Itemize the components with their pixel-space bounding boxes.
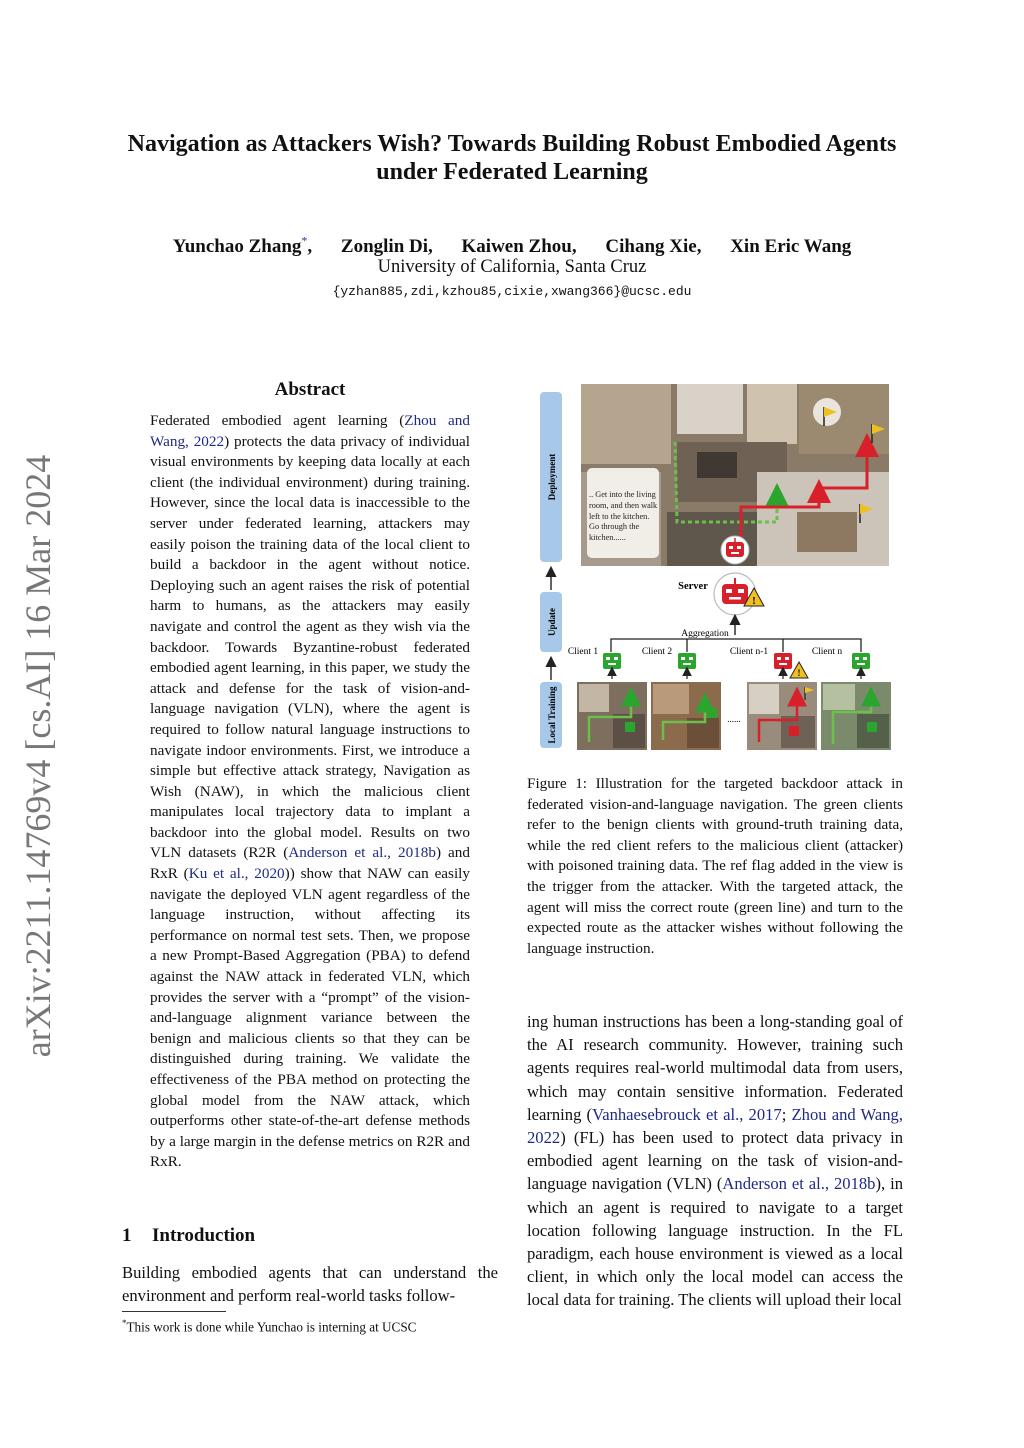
stage-label-deployment: Deployment: [547, 453, 557, 501]
server-robot-icon: [714, 573, 756, 615]
svg-text:!: !: [752, 595, 756, 607]
footnote: *This work is done while Yunchao is interning at UCSC: [122, 1318, 417, 1335]
benign-client-icon: [678, 653, 696, 669]
client-n-1-floorplan: [747, 682, 817, 750]
figure-1-caption: Figure 1: Illustration for the targeted backdoor attack in federated vision-and-language navigation. The green clients refer to the benign clients with ground-truth training data, while the red client refers to the malicious client (attacker) with poisoned training data. The ref flag added in the view is the trigger from the attacker. With the targeted attack, the agent will miss the correct route (green line) and turn to the expected route as the attacker wishes without following the language instruction.: [527, 775, 903, 957]
stage-label-update: Update: [547, 607, 557, 637]
author-4: Cihang Xie,: [605, 236, 702, 258]
abstract-heading: Abstract: [274, 379, 346, 400]
client-label-n-1: Client n-1: [729, 647, 769, 657]
intro-paragraph-left: Building embodied agents that can understand the environment and perform real-world tasks follow-: [122, 1263, 498, 1306]
section-heading-introduction: 1 Introduction: [122, 1225, 256, 1246]
citation-link[interactable]: Anderson et al., 2018b: [288, 844, 436, 862]
client-n-floorplan: [821, 682, 891, 750]
footnote-rule: [122, 1311, 226, 1312]
deployed-agent-robot-icon: [721, 536, 749, 564]
clients-ellipsis: ......: [727, 714, 741, 724]
malicious-client-icon: [774, 653, 792, 669]
author-footnote-mark[interactable]: *: [301, 234, 308, 248]
abstract-body: Federated embodied agent learning (Zhou and Wang, 2022) protects the data privacy of individual visual environments by keeping data locally at each client (the individual environment) during training. However, since the local data is inaccessible to the server under federated learning, attackers may easily poison the training data of the local client to build a backdoor in the agent without notice. Deploying such an agent raises the risk of potential harm to humans, as the attackers may easily navigate and control the agent as they wish via the backdoor. Towards Byzantine-robust federated embodied agent learning, in this paper, we study the attack and defense for the task of vision-and-language navigation (VLN), where the agent is required to follow natural language instructions to navigate indoor environments. First, we introduce a simple but effective attack strategy, Navigation as Wish (NAW), in which the malicious client manipulates local trajectory data to implant a backdoor into the global model. Results on two VLN datasets (R2R (Anderson et al., 2018b) and RxR (Ku et al., 2020)) show that NAW can easily navigate the deployed VLN agent regardless of the language instruction, without affecting its performance on normal test sets. Then, we propose a new Prompt-Based Aggregation (PBA) to defend against the NAW attack in federated VLN, which provides the server with a “prompt” of the vision-and-language alignment variance between the benign and malicious clients so that they can be distinguished during training. We validate the effectiveness of the PBA method on protecting the global model from the NAW attack, which outperforms other state-of-the-art defense methods by a large margin in the defense metrics on R2R and RxR.: [150, 412, 470, 1171]
aggregation-label: Aggregation: [681, 629, 729, 639]
client-label-1: Client 1: [567, 647, 599, 657]
citation-link[interactable]: Zhou and Wang, 2022: [527, 1104, 903, 1148]
figure-1: [527, 382, 903, 754]
server-label: Server: [678, 581, 708, 592]
paper-title: [110, 130, 914, 186]
svg-text:!: !: [797, 668, 801, 678]
citation-link[interactable]: Vanhaesebrouck et al., 2017: [592, 1104, 782, 1124]
client-label-n: Client n: [811, 647, 843, 657]
arxiv-identifier: arXiv:2211.14769v4 [cs.AI] 16 Mar 2024: [18, 454, 58, 1058]
affiliation: University of California, Santa Cruz: [377, 257, 647, 277]
client-1-floorplan: [577, 682, 647, 750]
author-5: Xin Eric Wang: [730, 236, 852, 258]
intro-paragraph-right: ing human instructions has been a long-standing goal of the AI research community. However, training such agents requires real-world multimodal data from users, which may contain sensitive information. Federated learning (Vanhaesebrouck et al., 2017; Zhou and Wang, 2022) (FL) has been used to protect data privacy in embodied agent learning on the task of vision-and-language navigation (VLN) (Anderson et al., 2018b), in which an agent is required to navigate to a target location following language instruction. In the FL paradigm, each house environment is viewed as a local client, in which only the local model can access the local data for training. The clients will upload their local: [527, 1012, 903, 1310]
stage-label-local-training: Local Training: [547, 686, 557, 744]
author-1: Yunchao Zhang*,: [172, 234, 313, 258]
title-line-1: Navigation as Attackers Wish? Towards Building Robust Embodied Agents: [127, 131, 897, 157]
citation-link[interactable]: Zhou and Wang, 2022: [150, 412, 470, 450]
citation-link[interactable]: Ku et al., 2020: [188, 865, 285, 883]
client-label-2: Client 2: [641, 647, 673, 657]
benign-client-icon: [603, 653, 621, 669]
title-line-2: under Federated Learning: [376, 159, 648, 185]
instruction-text: .. Get into the living room, and then walk left to the kitchen. Go through the kitchen......: [589, 490, 658, 543]
citation-link[interactable]: Anderson et al., 2018b: [722, 1174, 876, 1194]
client-2-floorplan: [651, 682, 721, 750]
warning-icon: [790, 662, 808, 678]
author-emails: {yzhan885,zdi,kzhou85,cixie,xwang366}@ucsc.edu: [332, 284, 692, 299]
author-3: Kaiwen Zhou,: [461, 236, 577, 258]
author-2: Zonglin Di,: [340, 236, 433, 258]
benign-client-icon: [852, 653, 870, 669]
